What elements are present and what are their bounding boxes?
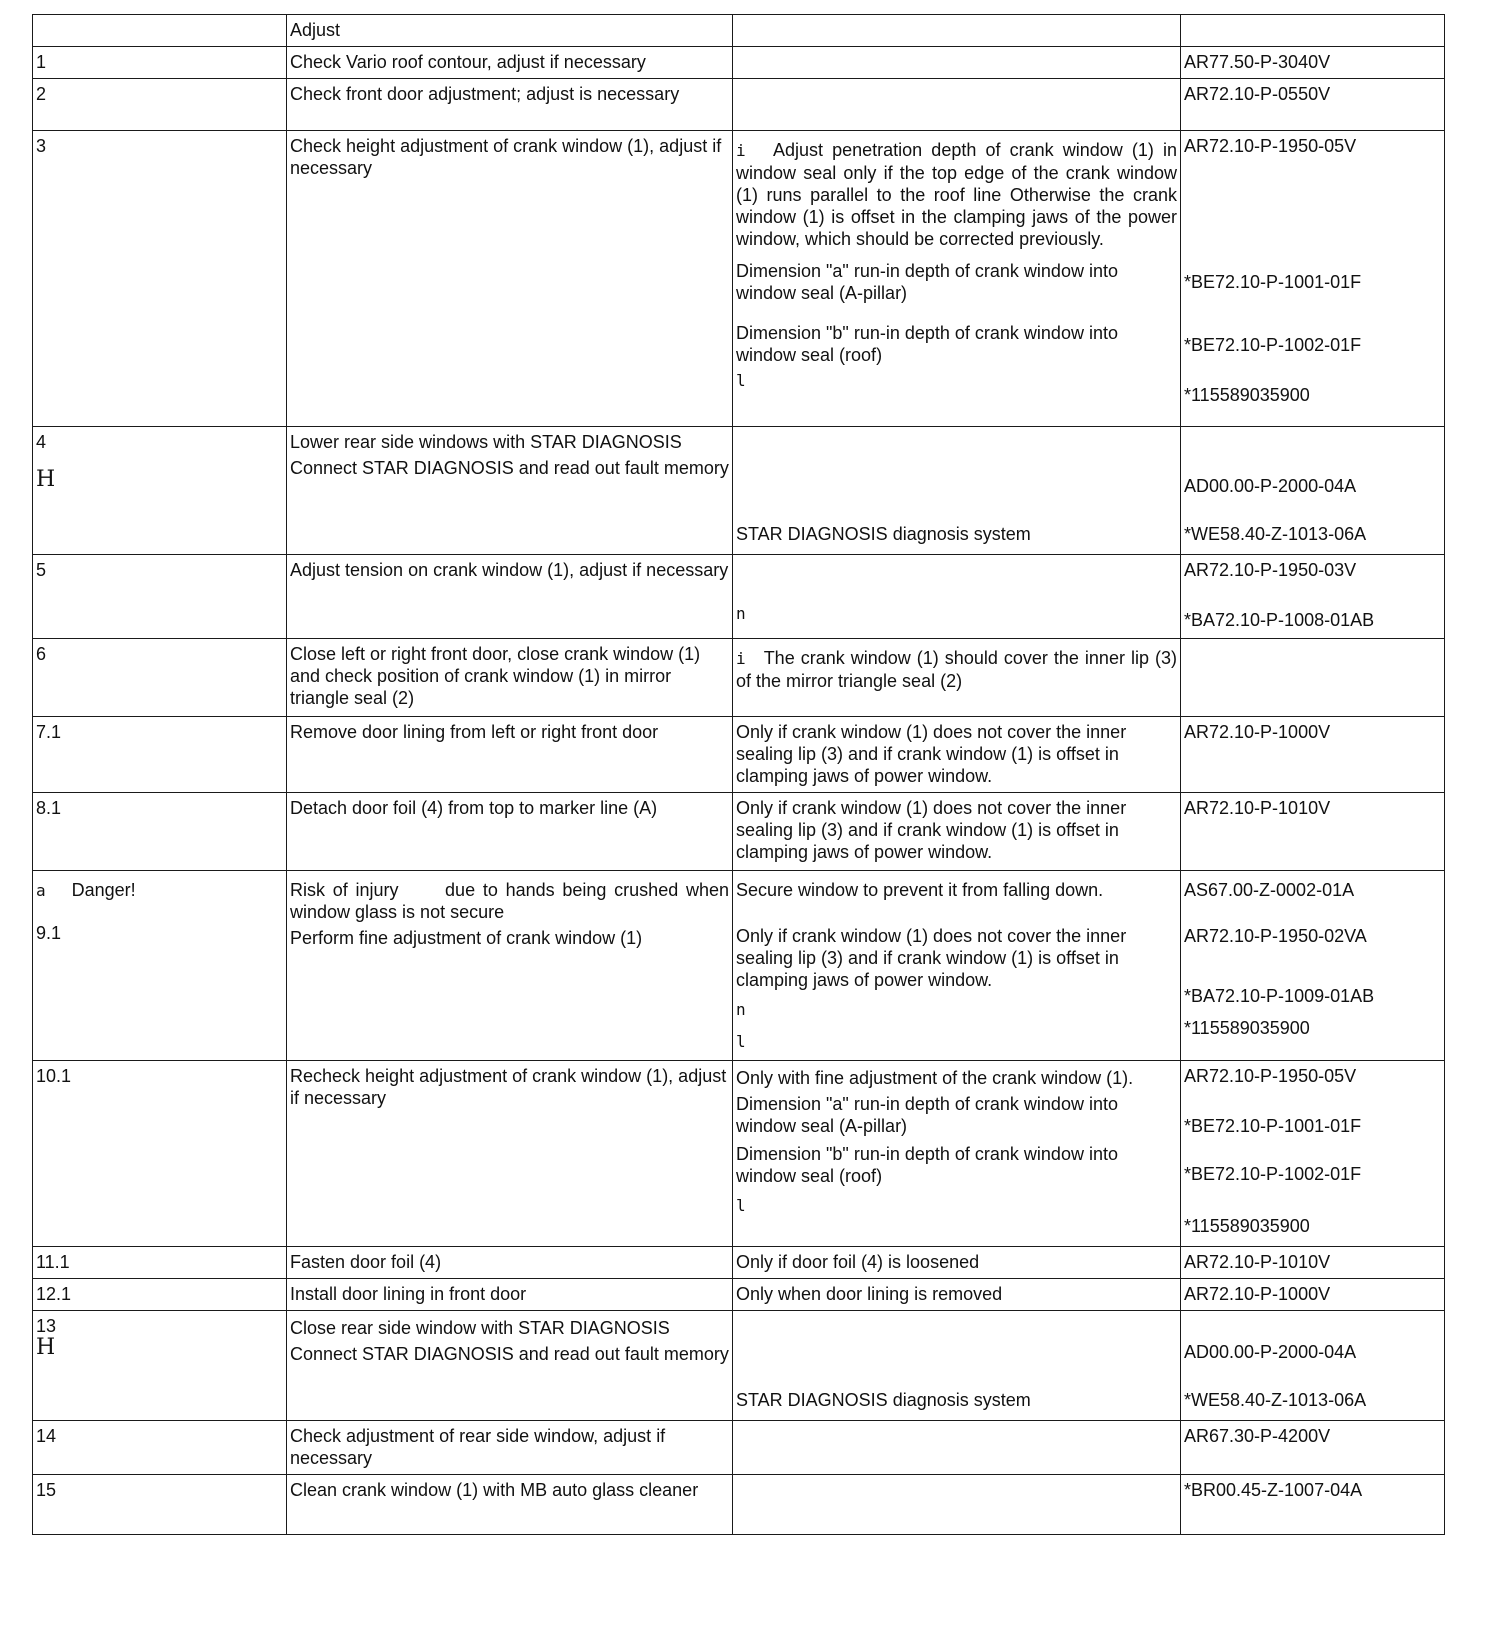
reference-link[interactable]: *BE72.10-P-1002-01F — [1184, 1164, 1362, 1184]
reference-link[interactable]: AR72.10-P-1950-02VA — [1184, 926, 1367, 946]
table-row — [33, 1311, 1445, 1421]
dimension-note: Dimension "a" run-in depth of crank window into window seal (A-pillar) — [736, 1094, 1118, 1136]
warning-icon: a — [36, 881, 46, 900]
operation-cell — [287, 1421, 733, 1475]
reference-link[interactable]: AR72.10-P-0550V — [1184, 84, 1331, 104]
step-number: 6 — [36, 644, 47, 664]
step-cell — [33, 793, 287, 871]
reference-cell — [1181, 47, 1445, 79]
note-cell — [733, 15, 1181, 47]
note-text: Only if crank window (1) does not cover the inner sealing lip (3) and if crank window (1) is offset in clamping jaws of power window. — [736, 798, 1127, 862]
reference-link[interactable]: *WE58.40-Z-1013-06A — [1184, 524, 1367, 544]
operation-text: Remove door lining from left or right front door — [290, 722, 659, 742]
table-row — [33, 47, 1445, 79]
step-number: 1 — [36, 52, 47, 72]
note-cell — [733, 131, 1181, 427]
note-cell — [733, 1311, 1181, 1421]
reference-link[interactable]: AR77.50-P-3040V — [1184, 52, 1331, 72]
note-text: Only if crank window (1) does not cover the inner sealing lip (3) and if crank window (1) is offset in clamping jaws of power window. — [736, 926, 1127, 990]
operation-text: Fasten door foil (4) — [290, 1252, 442, 1272]
info-icon: i — [736, 649, 746, 668]
note-text: STAR DIAGNOSIS diagnosis system — [736, 524, 1031, 544]
operation-cell — [287, 427, 733, 555]
table-row — [33, 1421, 1445, 1475]
step-cell — [33, 1061, 287, 1247]
danger-label: Danger! — [71, 880, 136, 900]
step-cell — [33, 871, 287, 1061]
danger-text: due to hands being crushed when window glass is not secure — [290, 880, 729, 922]
reference-cell — [1181, 79, 1445, 131]
operation-cell — [287, 1061, 733, 1247]
table-row — [33, 1475, 1445, 1535]
operation-cell — [287, 793, 733, 871]
reference-link[interactable]: *115589035900 — [1184, 1018, 1310, 1038]
step-number: 9.1 — [36, 923, 62, 943]
operation-cell — [287, 639, 733, 717]
tool-icon: l — [736, 371, 746, 390]
note-cell — [733, 639, 1181, 717]
note-cell — [733, 555, 1181, 639]
dimension-note: Dimension "a" run-in depth of crank window into window seal (A-pillar) — [736, 261, 1118, 303]
operation-text: Check adjustment of rear side window, adjust if necessary — [290, 1426, 666, 1468]
dimension-note: Dimension "b" run-in depth of crank window into window seal (roof) — [736, 323, 1118, 365]
operation-text: Adjust tension on crank window (1), adjust if necessary — [290, 560, 729, 580]
operation-cell — [287, 555, 733, 639]
operation-text: Lower rear side windows with STAR DIAGNOSIS — [290, 432, 682, 452]
operation-cell — [287, 717, 733, 793]
operation-text: Connect STAR DIAGNOSIS and read out fault memory — [290, 1344, 729, 1364]
reference-link[interactable]: *115589035900 — [1184, 385, 1310, 405]
reference-link[interactable]: AD00.00-P-2000-04A — [1184, 476, 1357, 496]
reference-link[interactable]: *BE72.10-P-1001-01F — [1184, 272, 1362, 292]
table-row — [33, 427, 1445, 555]
note-text: The crank window (1) should cover the inner lip (3) of the mirror triangle seal (2) — [736, 648, 1177, 691]
step-cell — [33, 555, 287, 639]
operation-text: Clean crank window (1) with MB auto glass cleaner — [290, 1480, 699, 1500]
note-cell — [733, 79, 1181, 131]
step-number: 4 — [36, 432, 47, 452]
operation-cell — [287, 1311, 733, 1421]
table-row — [33, 555, 1445, 639]
note-text: STAR DIAGNOSIS diagnosis system — [736, 1390, 1031, 1410]
note-text: Adjust penetration depth of crank window (1) in window seal only if the top edge of the crank window (1) runs parallel to the roof line Otherwise the crank window (1) is offset in the clamping jaws of the power window, which should be corrected previously. — [736, 140, 1177, 249]
operation-text: Connect STAR DIAGNOSIS and read out fault memory — [290, 458, 729, 478]
step-number: 13 — [36, 1316, 57, 1336]
note-cell — [733, 1475, 1181, 1535]
reference-cell — [1181, 1279, 1445, 1311]
reference-link[interactable]: AD00.00-P-2000-04A — [1184, 1342, 1357, 1362]
reference-cell — [1181, 793, 1445, 871]
step-cell — [33, 1311, 287, 1421]
procedure-icon: n — [736, 604, 746, 623]
step-number: 12.1 — [36, 1284, 72, 1304]
step-number: 10.1 — [36, 1066, 72, 1086]
reference-link[interactable]: AR72.10-P-1000V — [1184, 1284, 1331, 1304]
info-icon: i — [736, 141, 746, 160]
reference-cell — [1181, 1421, 1445, 1475]
table-row — [33, 793, 1445, 871]
operation-cell — [287, 1279, 733, 1311]
table-row — [33, 15, 1445, 47]
operation-text: Install door lining in front door — [290, 1284, 527, 1304]
note-cell — [733, 47, 1181, 79]
reference-cell — [1181, 15, 1445, 47]
section-heading: Adjust — [290, 20, 341, 40]
procedure-icon: n — [736, 1000, 746, 1019]
step-number: 15 — [36, 1480, 57, 1500]
reference-link[interactable]: *BA72.10-P-1008-01AB — [1184, 610, 1375, 630]
note-cell — [733, 871, 1181, 1061]
reference-link[interactable]: *BR00.45-Z-1007-04A — [1184, 1480, 1363, 1500]
operation-text: Close left or right front door, close crank window (1) and check position of crank window (1) in mirror triangle seal (2) — [290, 644, 701, 708]
note-cell — [733, 1421, 1181, 1475]
table-row — [33, 639, 1445, 717]
reference-cell — [1181, 639, 1445, 717]
operation-cell — [287, 15, 733, 47]
step-number: 7.1 — [36, 722, 62, 742]
operation-cell — [287, 1475, 733, 1535]
note-cell — [733, 1061, 1181, 1247]
note-text: Only with fine adjustment of the crank window (1). — [736, 1068, 1134, 1088]
note-text: Only when door lining is removed — [736, 1284, 1003, 1304]
reference-link[interactable]: *BE72.10-P-1001-01F — [1184, 1116, 1362, 1136]
operation-cell — [287, 79, 733, 131]
reference-cell — [1181, 1475, 1445, 1535]
step-number: 3 — [36, 136, 47, 156]
reference-cell — [1181, 871, 1445, 1061]
step-cell — [33, 15, 287, 47]
note-cell — [733, 1279, 1181, 1311]
note-cell — [733, 717, 1181, 793]
step-cell — [33, 639, 287, 717]
reference-cell — [1181, 1247, 1445, 1279]
reference-link[interactable]: AR72.10-P-1010V — [1184, 798, 1331, 818]
operation-text: Detach door foil (4) from top to marker line (A) — [290, 798, 658, 818]
tool-icon: l — [736, 1196, 746, 1215]
step-cell — [33, 79, 287, 131]
table-row — [33, 1061, 1445, 1247]
note-text: Only if crank window (1) does not cover the inner sealing lip (3) and if crank window (1) is offset in clamping jaws of power window. — [736, 722, 1127, 786]
operation-cell — [287, 131, 733, 427]
operation-cell — [287, 47, 733, 79]
step-cell — [33, 717, 287, 793]
step-number: 11.1 — [36, 1252, 70, 1272]
diagnosis-icon: H — [36, 1335, 56, 1360]
table-row — [33, 79, 1445, 131]
note-cell — [733, 793, 1181, 871]
reference-link[interactable]: AR72.10-P-1000V — [1184, 722, 1331, 742]
dimension-note: Dimension "b" run-in depth of crank window into window seal (roof) — [736, 1144, 1118, 1186]
step-cell — [33, 1475, 287, 1535]
step-cell — [33, 1421, 287, 1475]
danger-remedy: Secure window to prevent it from falling down. — [736, 880, 1104, 900]
operation-cell — [287, 871, 733, 1061]
note-text: Only if door foil (4) is loosened — [736, 1252, 980, 1272]
step-cell — [33, 1247, 287, 1279]
reference-cell — [1181, 427, 1445, 555]
procedure-table — [32, 14, 1445, 1535]
reference-link[interactable]: AR72.10-P-1950-03V — [1184, 560, 1357, 580]
reference-link[interactable]: *115589035900 — [1184, 1216, 1310, 1236]
step-number: 2 — [36, 84, 47, 104]
table-row — [33, 717, 1445, 793]
reference-link[interactable]: AR72.10-P-1010V — [1184, 1252, 1331, 1272]
reference-link[interactable]: AR72.10-P-1950-05V — [1184, 1066, 1357, 1086]
operation-text: Check height adjustment of crank window (1), adjust if necessary — [290, 136, 722, 178]
reference-link[interactable]: *BE72.10-P-1002-01F — [1184, 335, 1362, 355]
step-cell — [33, 131, 287, 427]
table-row — [33, 871, 1445, 1061]
diagnosis-icon: H — [36, 467, 56, 492]
reference-cell — [1181, 131, 1445, 427]
step-cell — [33, 1279, 287, 1311]
operation-cell — [287, 1247, 733, 1279]
step-number: 14 — [36, 1426, 57, 1446]
reference-cell — [1181, 717, 1445, 793]
note-cell — [733, 427, 1181, 555]
reference-link[interactable]: *BA72.10-P-1009-01AB — [1184, 986, 1375, 1006]
reference-link[interactable]: AS67.00-Z-0002-01A — [1184, 880, 1355, 900]
reference-link[interactable]: AR67.30-P-4200V — [1184, 1426, 1331, 1446]
step-number: 8.1 — [36, 798, 62, 818]
step-cell — [33, 427, 287, 555]
operation-text: Check front door adjustment; adjust is necessary — [290, 84, 680, 104]
reference-cell — [1181, 555, 1445, 639]
operation-text: Perform fine adjustment of crank window (1) — [290, 928, 643, 948]
operation-text: Recheck height adjustment of crank window (1), adjust if necessary — [290, 1066, 727, 1108]
step-number: 5 — [36, 560, 47, 580]
operation-text: Check Vario roof contour, adjust if necessary — [290, 52, 646, 72]
tool-icon: l — [736, 1032, 746, 1051]
note-cell — [733, 1247, 1181, 1279]
table-row — [33, 1247, 1445, 1279]
reference-link[interactable]: AR72.10-P-1950-05V — [1184, 136, 1357, 156]
danger-heading: Risk of injury — [290, 880, 399, 900]
reference-cell — [1181, 1061, 1445, 1247]
table-row — [33, 131, 1445, 427]
reference-link[interactable]: *WE58.40-Z-1013-06A — [1184, 1390, 1367, 1410]
operation-text: Close rear side window with STAR DIAGNOSIS — [290, 1318, 670, 1338]
table-row — [33, 1279, 1445, 1311]
reference-cell — [1181, 1311, 1445, 1421]
step-cell — [33, 47, 287, 79]
